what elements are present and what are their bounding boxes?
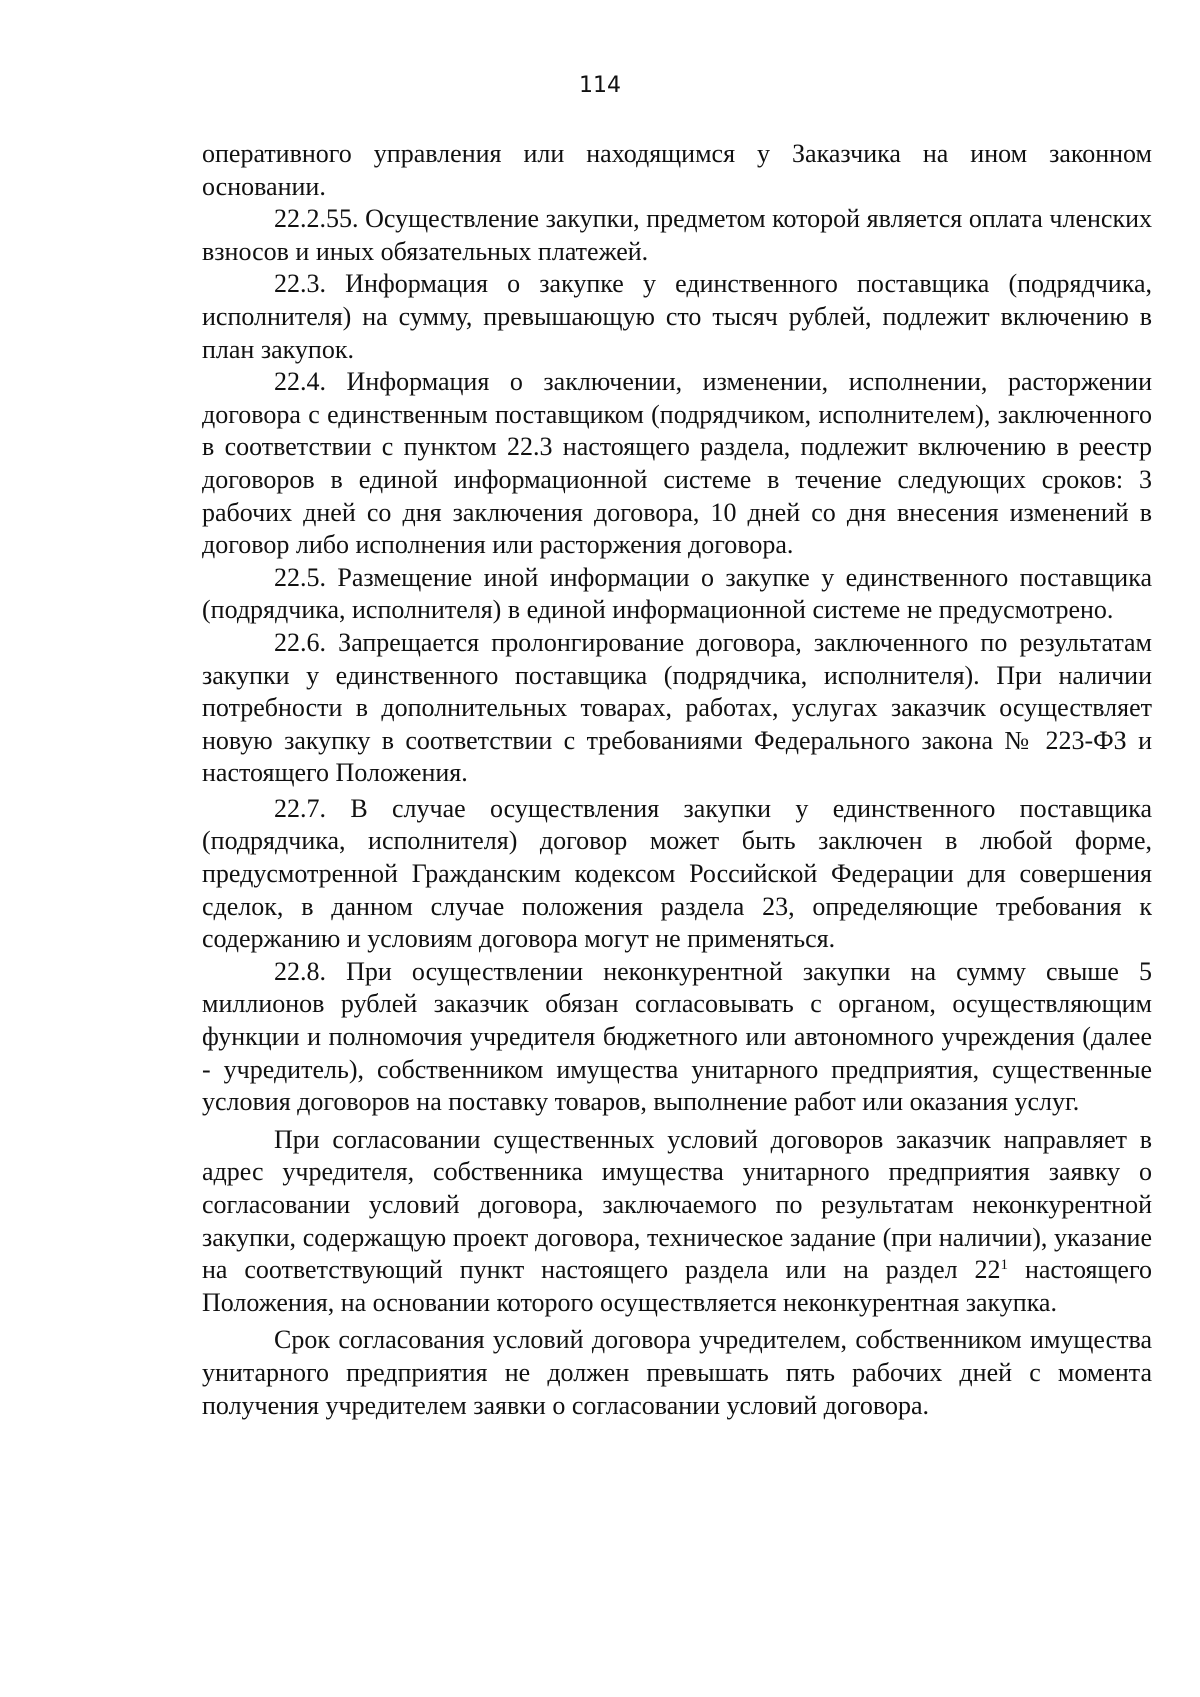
- paragraph-22-7: 22.7. В случае осуществления закупки у единственного поставщика (подрядчика, исполнителя) договор может быть заключен в любой форме, предусмотренной Гражданским кодексом Российской Федерации для совершения сделок, в данном случае положения раздела 23, определяющие требования к содержанию и условиям договора могут не применяться.: [202, 793, 1152, 954]
- approval-request-text-end: настоящего Положения, на основании которого осуществляется неконкурентная закупка.: [202, 1255, 1152, 1317]
- document-body: [202, 138, 1152, 1422]
- paragraph-approval-term: Срок согласования условий договора учредителем, собственником имущества унитарного предприятия не должен превышать пять рабочих дней с момента получения учредителем заявки о согласовании условий договора.: [202, 1325, 1152, 1420]
- paragraph-22-2-55: 22.2.55. Осуществление закупки, предметом которой является оплата членских взносов и иных обязательных платежей.: [202, 204, 1152, 266]
- paragraph-22-6: 22.6. Запрещается пролонгирование договора, заключенного по результатам закупки у единственного поставщика (подрядчика, исполнителя). При наличии потребности в дополнительных товарах, работах, услугах заказчик осуществляет новую закупку в соответствии с требованиями Федерального закона № 223-ФЗ и настоящего Положения.: [202, 627, 1152, 788]
- approval-request-text: При согласовании существенных условий договоров заказчик направляет в адрес учредителя, собственника имущества унитарного предприятия заявку о согласовании условий договора, заключаемого по результатам неконкурентной закупки, содержащую проект договора, техническое задание (при наличии), указание на соответствующий пункт настоящего раздела или на раздел 22: [202, 1124, 1152, 1285]
- paragraph-22-4: 22.4. Информация о заключении, изменении, исполнении, расторжении договора с единственным поставщиком (подрядчиком, исполнителем), заключенного в соответствии с пунктом 22.3 настоящего раздела, подлежит включению в реестр договоров в единой информационной системе в течение следующих сроков: 3 рабочих дней со дня заключения договора, 10 дней со дня внесения изменений в договор либо исполнения или расторжения договора.: [202, 367, 1152, 560]
- section-superscript: 1: [1000, 1257, 1009, 1274]
- paragraph-22-8: 22.8. При осуществлении неконкурентной закупки на сумму свыше 5 миллионов рублей заказчик обязан согласовывать с органом, осуществляющим функции и полномочия учредителя бюджетного или автономного учреждения (далее - учредитель), собственником имущества унитарного предприятия, существенные условия договоров на поставку товаров, выполнение работ или оказания услуг.: [202, 956, 1152, 1117]
- paragraph-continuation: оперативного управления или находящимся у Заказчика на ином законном основании.: [202, 139, 1152, 201]
- page-number: 114: [579, 73, 621, 98]
- paragraph-approval-request: [202, 1124, 1152, 1320]
- paragraph-22-3: 22.3. Информация о закупке у единственного поставщика (подрядчика, исполнителя) на сумму, превышающую сто тысяч рублей, подлежит включению в план закупок.: [202, 269, 1152, 364]
- paragraph-22-5: 22.5. Размещение иной информации о закупке у единственного поставщика (подрядчика, исполнителя) в единой информационной системе не предусмотрено.: [202, 562, 1152, 625]
